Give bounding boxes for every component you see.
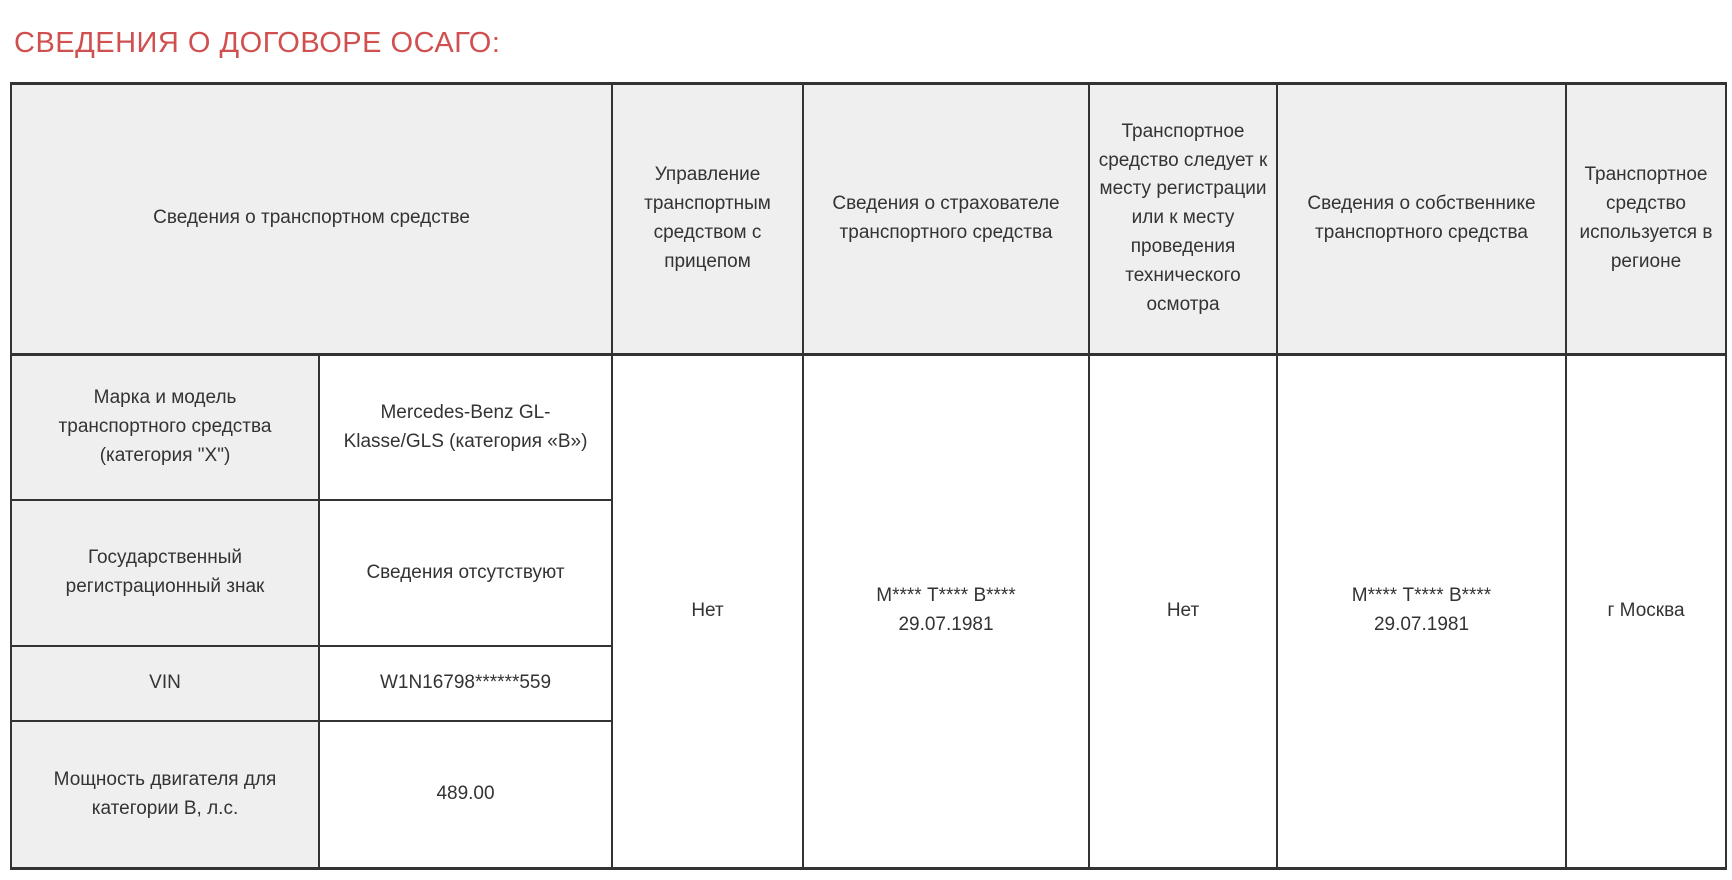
owner-birthdate: 29.07.1981 [1373,614,1470,636]
header-usage-region: Транспортное средство используется в регионе [1566,83,1726,354]
owner-masked-name: М**** Т**** В**** [1351,585,1492,607]
transit-value-cell: Нет [1089,354,1277,868]
osago-contract-table [10,82,1727,870]
make-model-value: Mercedes-Benz GL-Klasse/GLS (категория «В») [319,354,612,500]
make-model-label: Марка и модель транспортного средства (категория "X") [11,354,319,500]
table-header-row [11,83,1726,354]
header-trailer-driving: Управление транспортным средством с прицепом [612,83,803,354]
reg-plate-label: Государственный регистрационный знак [11,500,319,646]
page-title: СВЕДЕНИЯ О ДОГОВОРЕ ОСАГО: [14,27,501,59]
reg-plate-value: Сведения отсутствуют [319,500,612,646]
owner-value-cell [1277,354,1566,868]
header-insurer-info: Сведения о страхователе транспортного средства [803,83,1089,354]
insurer-masked-name: М**** Т**** В**** [876,585,1016,607]
header-transit-to-registration: Транспортное средство следует к месту регистрации или к месту проведения технического осмотра [1089,83,1277,354]
table-row-make-model [11,354,1726,500]
header-owner-info: Сведения о собственнике транспортного средства [1277,83,1566,354]
insurer-value-cell [803,354,1089,868]
engine-power-value: 489.00 [319,721,612,868]
insurer-birthdate: 29.07.1981 [898,614,994,636]
vin-label: VIN [11,646,319,721]
header-vehicle-info: Сведения о транспортном средстве [11,83,612,354]
vin-value: W1N16798******559 [319,646,612,721]
engine-power-label: Мощность двигателя для категории В, л.с. [11,721,319,868]
region-value-cell: г Москва [1566,354,1726,868]
trailer-value-cell: Нет [612,354,803,868]
